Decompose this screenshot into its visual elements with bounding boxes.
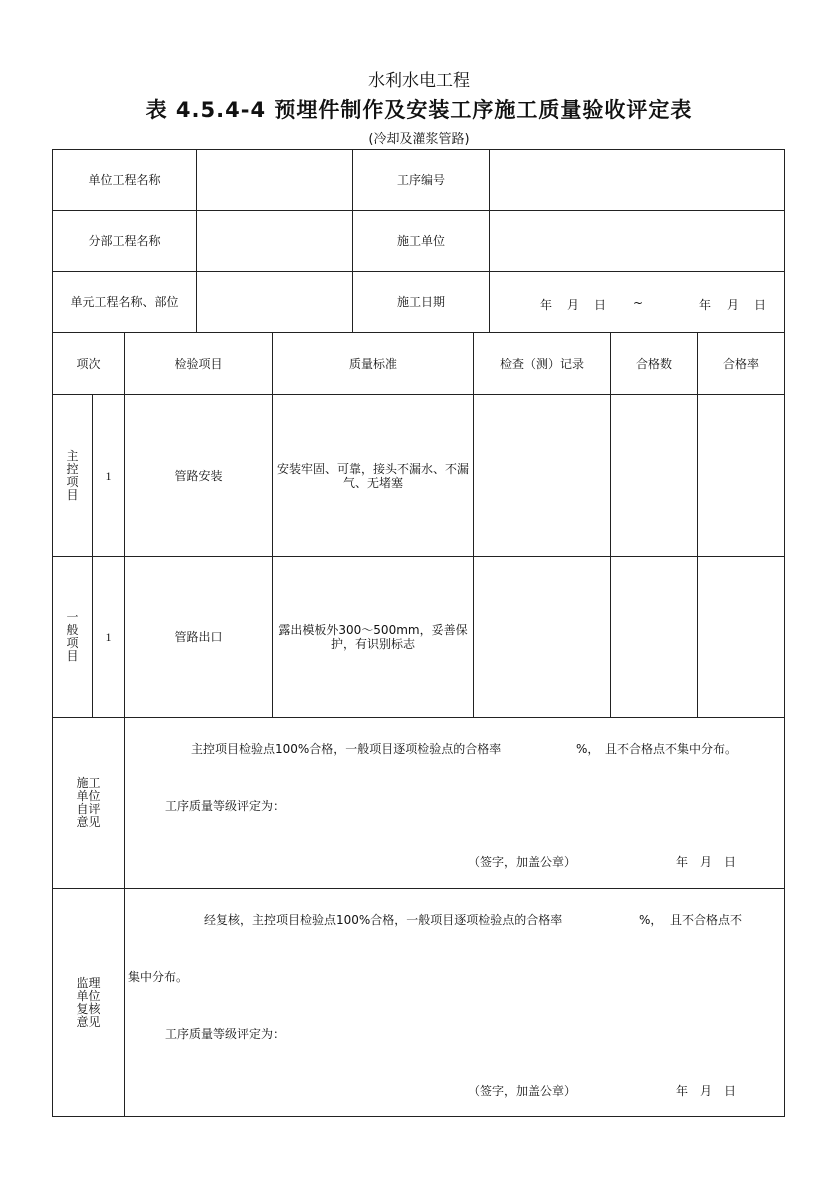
header-qualified-count: 合格数 bbox=[610, 332, 698, 395]
date-month-end: 月 bbox=[727, 298, 740, 312]
page-subtitle: (冷却及灌浆管路) bbox=[368, 132, 470, 147]
label-construction-date: 施工日期 bbox=[352, 271, 490, 333]
label-element-project: 单元工程名称、部位 bbox=[52, 271, 197, 333]
main-control-record[interactable] bbox=[473, 394, 611, 557]
header-item-no: 项次 bbox=[52, 332, 125, 395]
main-control-qualified-rate[interactable] bbox=[697, 394, 785, 557]
main-control-label: 主控项目 bbox=[66, 448, 79, 502]
date-month-start: 月 bbox=[567, 298, 580, 312]
main-control-no: 1 bbox=[92, 394, 125, 557]
supervisor-percent: %， bbox=[639, 913, 663, 927]
self-eval-percent: %， bbox=[576, 742, 600, 756]
supervisor-label: 监理单位复核意见 bbox=[76, 975, 101, 1029]
label-process-no: 工序编号 bbox=[352, 149, 490, 211]
supervisor-signature: （签字，加盖公章） bbox=[468, 1084, 577, 1098]
self-eval-grade: 工序质量等级评定为： bbox=[165, 799, 286, 813]
supervisor-statement: 经复核，主控项目检验点100%合格，一般项目逐项检验点的合格率 bbox=[204, 913, 563, 927]
general-item: 管路出口 bbox=[124, 556, 273, 718]
self-eval-label: 施工单位自评意见 bbox=[76, 776, 101, 829]
process-no-value[interactable] bbox=[489, 149, 785, 211]
header-quality-standard: 质量标准 bbox=[272, 332, 474, 395]
self-eval-signature: （签字，加盖公章） bbox=[468, 855, 577, 869]
general-label: 一般项目 bbox=[66, 610, 79, 663]
supervisor-statement-mid: 且不合格点不 bbox=[670, 913, 743, 927]
date-year-end: 年 bbox=[699, 298, 712, 312]
label-division-project: 分部工程名称 bbox=[52, 210, 197, 272]
main-control-standard: 安装牢固、可靠，接头不漏水、不漏气、无堵塞 bbox=[272, 394, 474, 557]
self-eval-statement-end: 且不合格点不集中分布。 bbox=[605, 742, 738, 756]
main-control-label-cell bbox=[52, 394, 93, 557]
self-eval-statement: 主控项目检验点100%合格，一般项目逐项检验点的合格率 bbox=[191, 742, 502, 756]
org-title: 水利水电工程 bbox=[368, 71, 470, 91]
header-record: 检查（测）记录 bbox=[473, 332, 611, 395]
header-inspection-item: 检验项目 bbox=[124, 332, 273, 395]
page-title: 表 4.5.4-4 预埋件制作及安装工序施工质量验收评定表 bbox=[145, 98, 693, 122]
supervisor-grade: 工序质量等级评定为： bbox=[165, 1027, 286, 1041]
general-record[interactable] bbox=[473, 556, 611, 718]
general-label-cell bbox=[52, 556, 93, 718]
general-qualified-rate[interactable] bbox=[697, 556, 785, 718]
self-eval-date: 年 月 日 bbox=[676, 855, 737, 869]
header-qualified-rate: 合格率 bbox=[697, 332, 785, 395]
supervisor-label-cell bbox=[52, 888, 125, 1117]
supervisor-date: 年 月 日 bbox=[676, 1084, 737, 1098]
division-project-value[interactable] bbox=[196, 210, 353, 272]
construction-unit-value[interactable] bbox=[489, 210, 785, 272]
date-day-end: 日 bbox=[754, 298, 767, 312]
general-qualified-count[interactable] bbox=[610, 556, 698, 718]
main-control-item: 管路安装 bbox=[124, 394, 273, 557]
date-day-start: 日 bbox=[594, 298, 607, 312]
element-project-value[interactable] bbox=[196, 271, 353, 333]
general-no: 1 bbox=[92, 556, 125, 718]
date-separator: ~ bbox=[633, 296, 644, 310]
label-unit-project: 单位工程名称 bbox=[52, 149, 197, 211]
supervisor-statement-end: 集中分布。 bbox=[128, 970, 189, 984]
self-eval-label-cell bbox=[52, 717, 125, 889]
main-control-qualified-count[interactable] bbox=[610, 394, 698, 557]
general-standard: 露出模板外300～500mm，妥善保护，有识别标志 bbox=[272, 556, 474, 718]
unit-project-value[interactable] bbox=[196, 149, 353, 211]
date-year-start: 年 bbox=[540, 298, 553, 312]
label-construction-unit: 施工单位 bbox=[352, 210, 490, 272]
